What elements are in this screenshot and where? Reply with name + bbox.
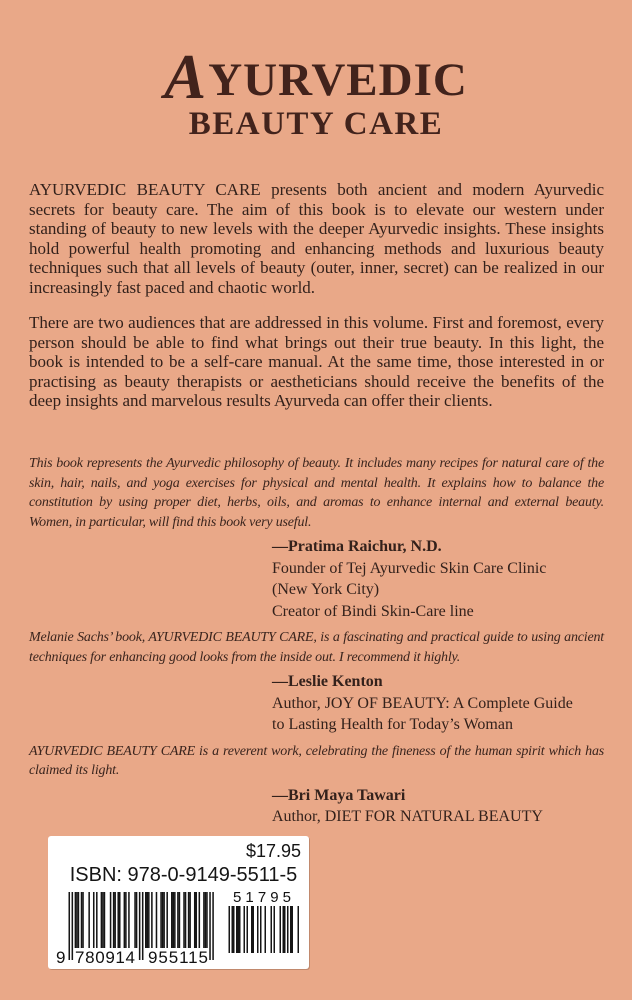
svg-text:9: 9 [56, 948, 66, 966]
testimonial-attribution-3 [272, 785, 604, 828]
svg-text:780914: 780914 [75, 948, 135, 966]
svg-text:51795: 51795 [233, 890, 291, 906]
barcode-row [54, 890, 301, 966]
blurb-section [29, 180, 604, 411]
title-initial-letter: A [164, 42, 208, 112]
blurb-paragraph-1: AYURVEDIC BEAUTY CARE presents both ancient and modern Ayurvedic secrets for beauty care. The aim of this book is to elevate our western under standing of beauty to new levels with the deeper Ayurvedic insights. These insights hold powerful health promoting and enhancing methods and luxurious beauty techniques such that all levels of beauty (outer, inner, secret) can be realized in our increasingly fast paced and chaotic world. [29, 180, 604, 297]
attribution-line: Author, JOY OF BEAUTY: A Complete Guide [272, 694, 573, 712]
testimonials-section [29, 454, 604, 834]
testimonial-quote-1: This book represents the Ayurvedic philosophy of beauty. It includes many recipes for natural care of the skin, hair, nails, and yoga exercises for physical and mental health. It explains how to balance the constitution by using proper diet, herbs, oils, and aromas to enhance internal and external beauty. Women, in particular, will find this book very useful. [29, 456, 604, 530]
attribution-line: Founder of Tej Ayurvedic Skin Care Clinic [272, 559, 547, 577]
book-title [0, 42, 632, 112]
attribution-line: (New York City) [272, 581, 380, 598]
price-label: $17.95 [245, 841, 301, 861]
ean13-barcode [54, 890, 216, 966]
attribution-line: to Lasting Health for Today’s Woman [272, 716, 513, 733]
attribution-line: Author, DIET FOR NATURAL BEAUTY [272, 808, 543, 825]
title-rest: YURVEDIC [208, 54, 468, 106]
testimonial-quote-3: AYURVEDIC BEAUTY CARE is a reverent work, celebrating the fineness of the human spirit which has claimed its light. [29, 743, 604, 778]
testimonial-quote-2: Melanie Sachs’ book, AYURVEDIC BEAUTY CARE, is a fascinating and practical guide to using ancient techniques for enhancing good looks from the inside out. I recommend it highly. [29, 630, 604, 665]
attribution-name: —Bri Maya Tawari [272, 786, 406, 804]
barcode-box [48, 836, 309, 969]
attribution-name: —Leslie Kenton [272, 673, 383, 690]
title-block [0, 42, 632, 142]
attribution-name: —Pratima Raichur, N.D. [272, 538, 442, 555]
book-title-line2: BEAUTY CARE [188, 106, 444, 142]
attribution-line: Creator of Bindi Skin-Care line [272, 602, 474, 620]
testimonial-attribution-2 [272, 671, 604, 736]
blurb-paragraph-2: There are two audiences that are addressed in this volume. First and foremost, every person should be able to find what brings out their true beauty. In this light, the book is intended to be a self-care manual. At the same time, those interested in or practising as beauty therapists or aestheticians should receive the benefits of the deep insights and marvelous results Ayurveda can offer their clients. [29, 313, 604, 410]
testimonial-attribution-1 [272, 536, 604, 622]
ean5-supplement-barcode [227, 890, 301, 966]
isbn-label: ISBN: 978-0-9149-5511-5 [69, 864, 298, 886]
svg-text:955115: 955115 [148, 948, 208, 966]
